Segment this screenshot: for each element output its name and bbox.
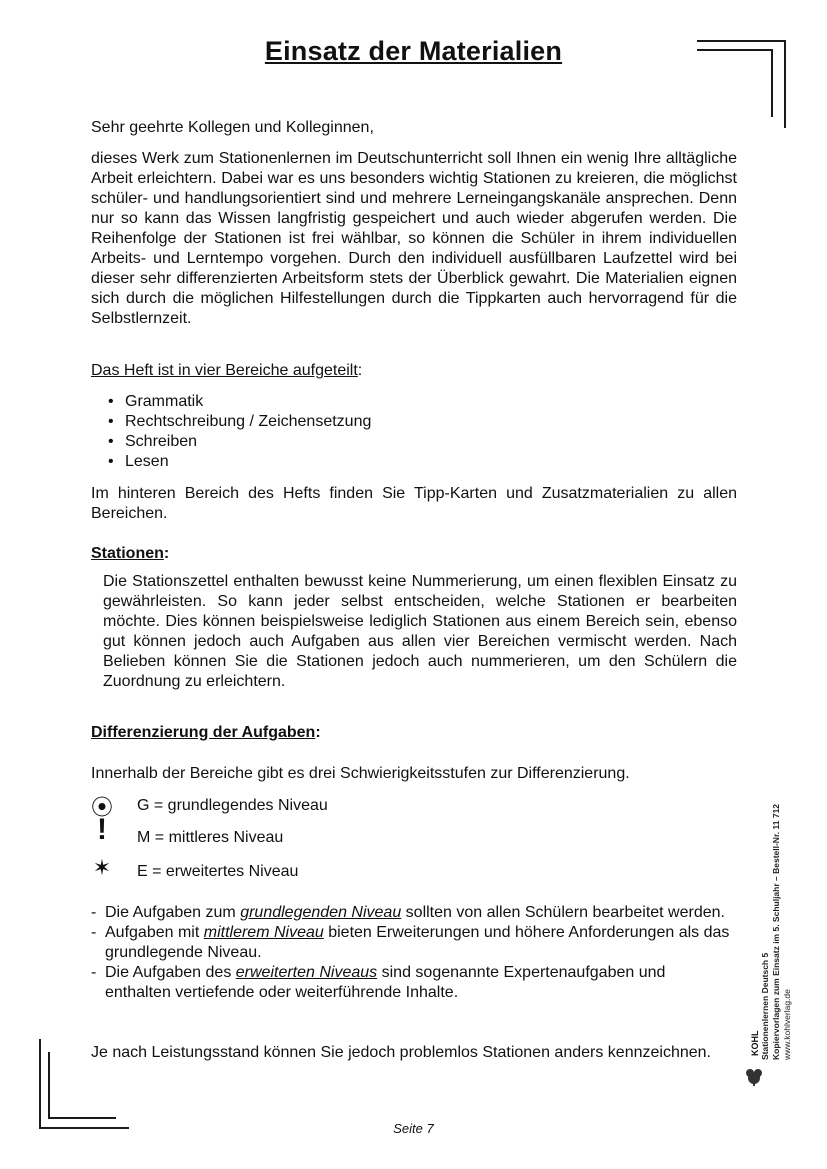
corner-bottom-left-v2 bbox=[48, 1052, 50, 1118]
closing-paragraph: Je nach Leistungsstand können Sie jedoch problemlos Stationen anders kennzeichnen. bbox=[91, 1044, 711, 1061]
page-title: Einsatz der Materialien bbox=[264, 36, 563, 66]
list-item: • Grammatik bbox=[108, 392, 371, 412]
note-pre: Die Aufgaben zum bbox=[105, 904, 241, 921]
sections-heading bbox=[91, 361, 362, 381]
note-post: sollten von allen Schülern bearbeitet werden. bbox=[401, 904, 725, 921]
list-item: • Lesen bbox=[108, 452, 371, 472]
greeting: Sehr geehrte Kollegen und Kolleginnen, bbox=[91, 119, 374, 136]
differentiation-heading bbox=[91, 723, 321, 743]
side-subtitle: Kopiervorlagen zum Einsatz im 5. Schuljahr – Bestell-Nr. 11 712 bbox=[771, 803, 781, 1060]
list-item: • Schreiben bbox=[108, 432, 371, 452]
star-icon: ✶ bbox=[92, 855, 112, 880]
level-label-e: E = erweitertes Niveau bbox=[137, 863, 299, 880]
note-emphasis: mittlerem Niveau bbox=[203, 924, 324, 941]
differentiation-intro: Innerhalb der Bereiche gibt es drei Schwierigkeitsstufen zur Differenzierung. bbox=[91, 765, 630, 782]
exclamation-icon: ! bbox=[97, 813, 107, 846]
tips-paragraph: Im hinteren Bereich des Hefts finden Sie Tipp-Karten und Zusatzmaterialien zu allen Bereichen. bbox=[91, 485, 737, 522]
stations-heading-colon: : bbox=[163, 545, 170, 562]
sections-heading-text: Das Heft ist in vier Bereiche aufgeteilt bbox=[91, 362, 358, 379]
corner-bottom-left-h2 bbox=[48, 1117, 116, 1119]
list-item bbox=[91, 903, 731, 923]
publisher-logo bbox=[744, 1018, 774, 1088]
level-notes-list bbox=[91, 903, 731, 1003]
intro-paragraph: dieses Werk zum Stationenlernen im Deutschunterricht soll Ihnen ein wenig Ihre alltägliche Arbeit erleichtern. Dabei war es uns besonders wichtig Stationen zu kreieren, die möglichst schüler- und handlungsorientiert sind und mehrere Lerneingangskanäle ansprechen. Denn nur so kann das Wissen langfristig gespeichert und auch wieder abgerufen werden. Die Reihenfolge der Stationen ist frei wählbar, so können die Schüler in ihrem individuellen Arbeits- und Lerntempo vorgehen. Durch den individuell ausfüllbaren Laufzettel wird bei dieser sehr differenzierten Arbeitsform stets der Überblick gewahrt. Die Materialien eignen sich durch die möglichen Hilfestellungen durch die Tippkarten auch hervorragend für die Selbstlernzeit. bbox=[91, 150, 737, 327]
note-pre: Aufgaben mit bbox=[105, 924, 204, 941]
logo-text: KOHL bbox=[750, 1030, 760, 1056]
level-label-m: M = mittleres Niveau bbox=[137, 829, 284, 846]
sections-heading-colon: : bbox=[357, 362, 363, 379]
differentiation-heading-text: Differenzierung der Aufgaben bbox=[91, 724, 316, 741]
note-emphasis: erweiterten Niveaus bbox=[235, 964, 378, 981]
stations-paragraph: Die Stationszettel enthalten bewusst keine Nummerierung, um einen flexiblen Einsatz zu gewährleisten. So kann jeder selbst entscheiden, welche Stationen er bearbeiten möchte. Dies können beispielsweise lediglich Stationen aus einem Bereich sein, ebenso gut können jedoch auch Aufgaben aus allen vier Bereichen vermischt werden. Nach Belieben können Sie die Stationen jedoch auch nummerieren, um den Schülern die Zuordnung zu erleichtern. bbox=[103, 573, 737, 690]
note-pre: Die Aufgaben des bbox=[105, 964, 236, 981]
list-item bbox=[91, 923, 731, 963]
side-title: Stationenlernen Deutsch 5 bbox=[760, 952, 770, 1060]
corner-bottom-left-v1 bbox=[39, 1039, 41, 1129]
sections-list bbox=[108, 392, 371, 472]
note-emphasis: grundlegenden Niveau bbox=[240, 904, 402, 921]
list-item: • Rechtschreibung / Zeichensetzung bbox=[108, 412, 371, 432]
stations-heading bbox=[91, 544, 169, 564]
side-url: www.kohlverlag.de bbox=[782, 989, 792, 1060]
level-label-g: G = grundlegendes Niveau bbox=[137, 797, 328, 814]
page-number: Seite 7 bbox=[393, 1121, 434, 1136]
target-icon: ⦿ bbox=[91, 795, 114, 820]
note-post: bieten Erweiterungen und höhere Anforderungen als das grundlegende Niveau. bbox=[105, 924, 730, 961]
side-imprint bbox=[760, 740, 800, 1060]
stations-heading-text: Stationen bbox=[91, 545, 164, 562]
differentiation-heading-colon: : bbox=[315, 724, 321, 741]
note-post: sind sogenannte Expertenaufgaben und enthalten vertiefende oder weiterführende Inhalte. bbox=[105, 964, 666, 1001]
list-item bbox=[91, 963, 731, 1003]
